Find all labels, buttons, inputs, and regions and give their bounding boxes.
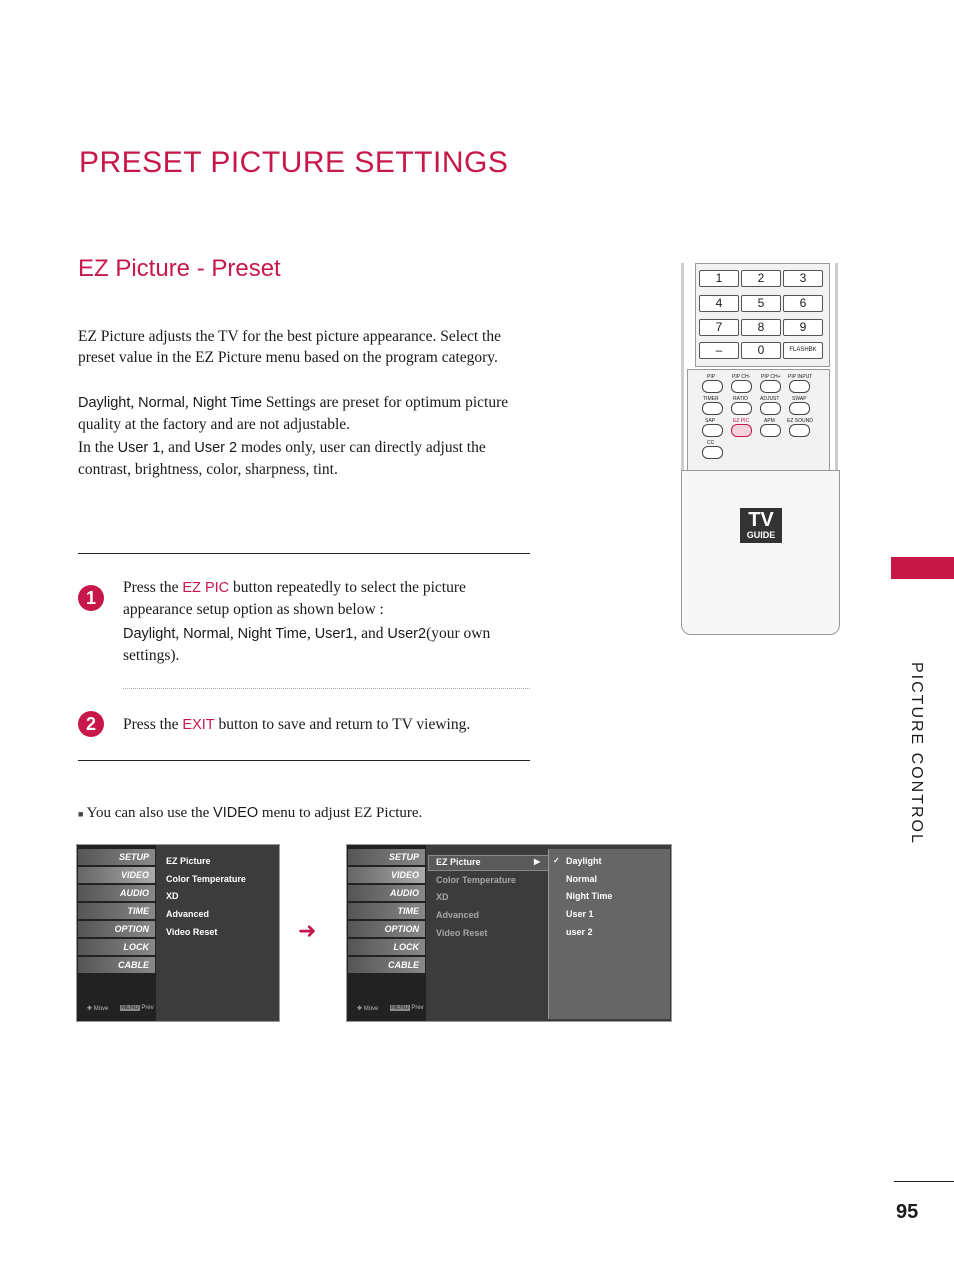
label-ratio: RATIO [733,396,748,402]
step-2-text [123,714,528,736]
menu-2-item-advanced[interactable]: Advanced [436,910,480,920]
label-pip-ch-plus: PIP CH+ [761,374,781,380]
preset-daylight: Daylight [78,395,131,411]
note-post: menu to adjust EZ Picture. [261,805,423,821]
menu-1-item-xd[interactable]: XD [166,891,179,901]
menu-2-tab-column [347,845,426,1021]
footer-rule [894,1181,954,1182]
sap-button[interactable] [702,424,723,437]
osd-menu-1 [76,844,280,1022]
key-3[interactable]: 3 [783,270,823,287]
note [78,805,422,822]
user-pre: In the [78,439,114,456]
label-pip-ch-minus: PIP CH- [732,374,751,380]
tab-option[interactable]: OPTION [348,921,425,937]
step-1-pre: Press the [123,579,179,596]
menu-2-item-color-temperature[interactable]: Color Temperature [436,875,516,885]
section-title: EZ Picture - Preset [78,255,281,282]
option-normal: Normal [183,626,230,642]
step-1-badge: 1 [78,585,104,611]
logo-tv: TV [748,509,774,531]
move-icon: ✥ [87,1006,93,1012]
label-adjust: ADJUST [760,396,780,402]
menu-key-icon: MENU [121,1005,139,1011]
submenu-item-daylight[interactable]: Daylight [566,856,602,866]
check-icon: ✓ [553,856,560,865]
user-rest: modes only, user can directly adjust the contrast, brightness, color, sharpness, tint. [78,439,486,478]
cc-button[interactable] [702,446,723,459]
key-flashbk[interactable]: FLASHBK [783,342,823,359]
label-apm: APM [764,418,775,424]
step-divider [123,688,530,689]
menu-1-item-video-reset[interactable]: Video Reset [166,927,218,937]
divider-top [78,553,530,554]
key-0[interactable]: 0 [741,342,781,359]
submenu-item-night-time[interactable]: Night Time [566,891,613,901]
pip-ch-minus-button[interactable] [731,380,752,393]
number-keypad [695,263,830,367]
menu-key-icon: MENU [391,1005,409,1011]
pip-button[interactable] [702,380,723,393]
key-7[interactable]: 7 [699,319,739,336]
label-cc: CC [707,440,715,446]
video-key: VIDEO [213,805,259,821]
key-1[interactable]: 1 [699,270,739,287]
tab-audio[interactable]: AUDIO [78,885,155,901]
option-user2: User2 [387,626,427,642]
preset-rest: Settings are preset for optimum picture quality at the factory and are not adjustable. [78,394,509,433]
step-2-badge: 2 [78,711,104,737]
key-6[interactable]: 6 [783,295,823,312]
footer-move-label: Move [363,1006,379,1012]
ez-pic-button[interactable] [731,424,752,437]
footer-prev [390,1005,424,1011]
tab-video[interactable]: VIDEO [348,867,425,883]
step-2-pre: Press the [123,716,179,733]
function-keypad [687,369,830,471]
footer-move [87,1005,108,1012]
section-tab-marker [891,557,954,579]
intro-text: EZ Picture adjusts the TV for the best picture appearance. Select the preset value in the EZ Picture menu based on the program category. [78,328,501,366]
user-and: , and [160,439,191,456]
apm-button[interactable] [760,424,781,437]
note-bullet: ■ [78,809,84,819]
tv-guide-logo [740,508,782,543]
arrow-right-icon: ➜ [298,918,317,943]
submenu-item-user2[interactable]: user 2 [566,927,593,937]
note-pre: You can also use the [86,805,210,821]
user1-label: User 1 [117,440,161,456]
tab-audio[interactable]: AUDIO [348,885,425,901]
ez-pic-key: EZ PIC [182,580,230,596]
tab-cable[interactable]: CABLE [78,957,155,973]
submenu-item-normal[interactable]: Normal [566,874,598,884]
osd-menu-2 [346,844,672,1022]
side-tab-label: PICTURE CONTROL [908,662,925,845]
menu-1-item-color-temperature[interactable]: Color Temperature [166,874,246,884]
label-ez-pic: EZ PIC [733,418,750,424]
step-1-tail: (your own settings). [123,625,491,664]
menu-1-tab-column [77,845,156,1021]
option-user1: User1 [314,626,354,642]
swap-button[interactable] [789,402,810,415]
submenu-arrow-icon: ▶ [534,857,541,866]
footer-move [357,1005,378,1012]
submenu-item-user1[interactable]: User 1 [566,909,594,919]
divider-bottom [78,760,530,761]
label-timer: TIMER [703,396,719,402]
step-1-post: button repeatedly to select the picture appearance setup option as shown below : [123,579,466,618]
ratio-button[interactable] [731,402,752,415]
tab-setup[interactable]: SETUP [78,849,155,865]
preset-text: Daylight, Normal, Night Time Settings are preset for optimum picture quality at the factory and are not adjustable. [78,394,509,433]
menu-2-item-xd[interactable]: XD [436,892,449,902]
step-1-text: Press the EZ PIC button repeatedly to select the picture appearance setup option as shown below : Daylight, Normal, Night Time, User1, and User2(your own settings). [123,579,491,664]
menu-1-item-ez-picture[interactable]: EZ Picture [166,856,211,866]
menu-2-item-ez-picture[interactable]: EZ Picture [436,857,481,867]
option-night-time: Night Time [237,626,307,642]
move-icon: ✥ [357,1006,363,1012]
ez-sound-button[interactable] [789,424,810,437]
tab-option[interactable]: OPTION [78,921,155,937]
logo-guide: GUIDE [746,530,776,540]
exit-key: EXIT [182,717,215,733]
footer-prev-label: Prev [411,1005,424,1011]
label-sap: SAP [705,418,716,424]
tab-setup[interactable]: SETUP [348,849,425,865]
footer-prev [120,1005,154,1011]
page-title: PRESET PICTURE SETTINGS [79,146,509,179]
step-1-and: , and [353,625,384,642]
tab-video[interactable]: VIDEO [78,867,155,883]
timer-button[interactable] [702,402,723,415]
adjust-button[interactable] [760,402,781,415]
key-8[interactable]: 8 [741,319,781,336]
label-pip-input: PIP INPUT [788,374,813,380]
page-number: 95 [896,1201,919,1223]
preset-normal: Normal [138,395,185,411]
pip-input-button[interactable] [789,380,810,393]
key-5[interactable]: 5 [741,295,781,312]
tab-cable[interactable]: CABLE [348,957,425,973]
key-9[interactable]: 9 [783,319,823,336]
menu-2-item-video-reset[interactable]: Video Reset [436,928,488,938]
user-text [78,437,528,480]
tab-lock[interactable]: LOCK [348,939,425,955]
label-swap: SWAP [792,396,807,402]
tab-time[interactable]: TIME [348,903,425,919]
key-dash[interactable]: – [699,342,739,359]
menu-1-item-advanced[interactable]: Advanced [166,909,210,919]
remote-control [681,263,840,635]
label-ez-sound: EZ SOUND [787,418,813,424]
tab-lock[interactable]: LOCK [78,939,155,955]
tab-time[interactable]: TIME [78,903,155,919]
option-daylight: Daylight [123,626,176,642]
footer-prev-label: Prev [141,1005,154,1011]
submenu-panel [548,849,670,1019]
key-4[interactable]: 4 [699,295,739,312]
key-2[interactable]: 2 [741,270,781,287]
remote-body [681,470,840,635]
footer-move-label: Move [93,1006,109,1012]
label-pip: PIP [707,374,716,380]
step-2-post: button to save and return to TV viewing. [218,716,471,733]
pip-ch-plus-button[interactable] [760,380,781,393]
preset-night: Night Time [192,395,262,411]
user2-label: User 2 [194,440,238,456]
